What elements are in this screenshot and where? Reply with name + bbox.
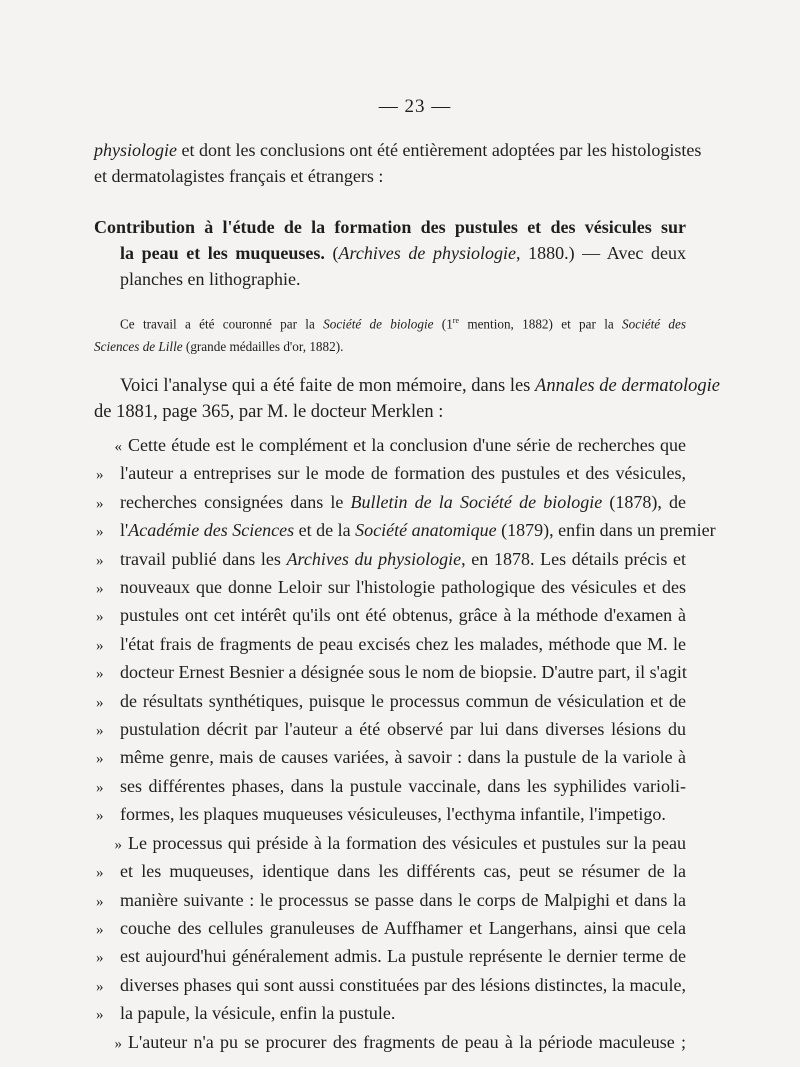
analysis-intro [94,373,720,425]
page-number: — 23 — [378,96,452,117]
quote-line: » docteur Ernest Besnier a désignée sous le nom de biopsie. D'autre part, il s'agit [96,662,687,683]
quote-line: » Le processus qui préside à la formation des vésicules et pustules sur la peau [114,832,686,853]
quote-line: » travail publié dans les Archives du physiologie, en 1878. Les détails précis et [96,548,686,569]
quote-line: » la papule, la vésicule, enfin la pustule. [96,1003,396,1024]
quote-line: » pustulation décrit par l'auteur a été observé par lui dans diverses lésions du [96,719,686,740]
note-line-2: Sciences de Lille (grande médailles d'or, 1882). [94,339,344,355]
heading-line-3: planches en lithographie. [120,269,301,289]
quote-line: » l'Académie des Sciences et de la Société anatomique (1879), enfin dans un premier [96,520,716,541]
analysis-line-2: de 1881, page 365, par M. le docteur Merklen : [94,402,444,422]
quote-line: » pustules ont cet intérêt qu'ils ont été obtenus, grâce à la méthode d'examen à [96,605,686,626]
publication-heading [94,214,686,292]
intro-line-2: et dermatolagistes français et étrangers : [94,166,384,186]
award-note [94,309,686,358]
intro-line-1: physiologie et dont les conclusions ont été entièrement adoptées par les histologistes [94,140,702,160]
heading-line-1: Contribution à l'étude de la formation des pustules et des vésicules sur [94,217,686,237]
intro-italic: physiologie [94,140,177,160]
quote-line: » couche des cellules granuleuses de Auffhamer et Langerhans, ainsi que cela [96,917,686,938]
quote-line: » diverses phases qui sont aussi constituées par des lésions distinctes, la macule, [96,974,686,995]
note-line-1: Ce travail a été couronné par la Société de biologie (1re mention, 1882) et par la Société des [120,316,686,332]
quote-line: » formes, les plaques muqueuses vésiculeuses, l'ecthyma infantile, l'impetigo. [96,804,666,825]
quote-line: » ses différentes phases, dans la pustule vaccinale, dans les syphilides varioli- [96,775,686,796]
quote-line: » L'auteur n'a pu se procurer des fragments de peau à la période maculeuse ; [114,1031,686,1052]
heading-line-2: la peau et les muqueuses. (Archives de physiologie, 1880.) — Avec deux [120,243,687,263]
quote-line: » l'auteur a entreprises sur le mode de formation des pustules et des vésicules, [96,463,686,484]
quote-line: » de résultats synthétiques, puisque le processus commun de vésiculation et de [96,690,686,711]
quote-line: « Cette étude est le complément et la conclusion d'une série de recherches que [114,435,686,455]
quoted-review [94,432,716,1057]
quote-line: » et les muqueuses, identique dans les différents cas, peut se résumer de la [96,861,686,882]
quote-line: » nouveaux que donne Leloir sur l'histologie pathologique des vésicules et des [96,577,686,598]
quote-line: » est aujourd'hui généralement admis. La pustule représente le dernier terme de [96,946,686,967]
analysis-line-1: Voici l'analyse qui a été faite de mon mémoire, dans les Annales de dermatologie [120,376,720,396]
quote-line: » l'état frais de fragments de peau excisés chez les malades, méthode que M. le [96,633,686,654]
quote-line: » même genre, mais de causes variées, à savoir : dans la pustule de la variole à [96,747,686,768]
quote-line: » manière suivante : le processus se passe dans le corps de Malpighi et dans la [96,889,686,910]
intro-paragraph [94,137,702,189]
quote-line: » recherches consignées dans le Bulletin de la Société de biologie (1878), de [96,491,687,512]
